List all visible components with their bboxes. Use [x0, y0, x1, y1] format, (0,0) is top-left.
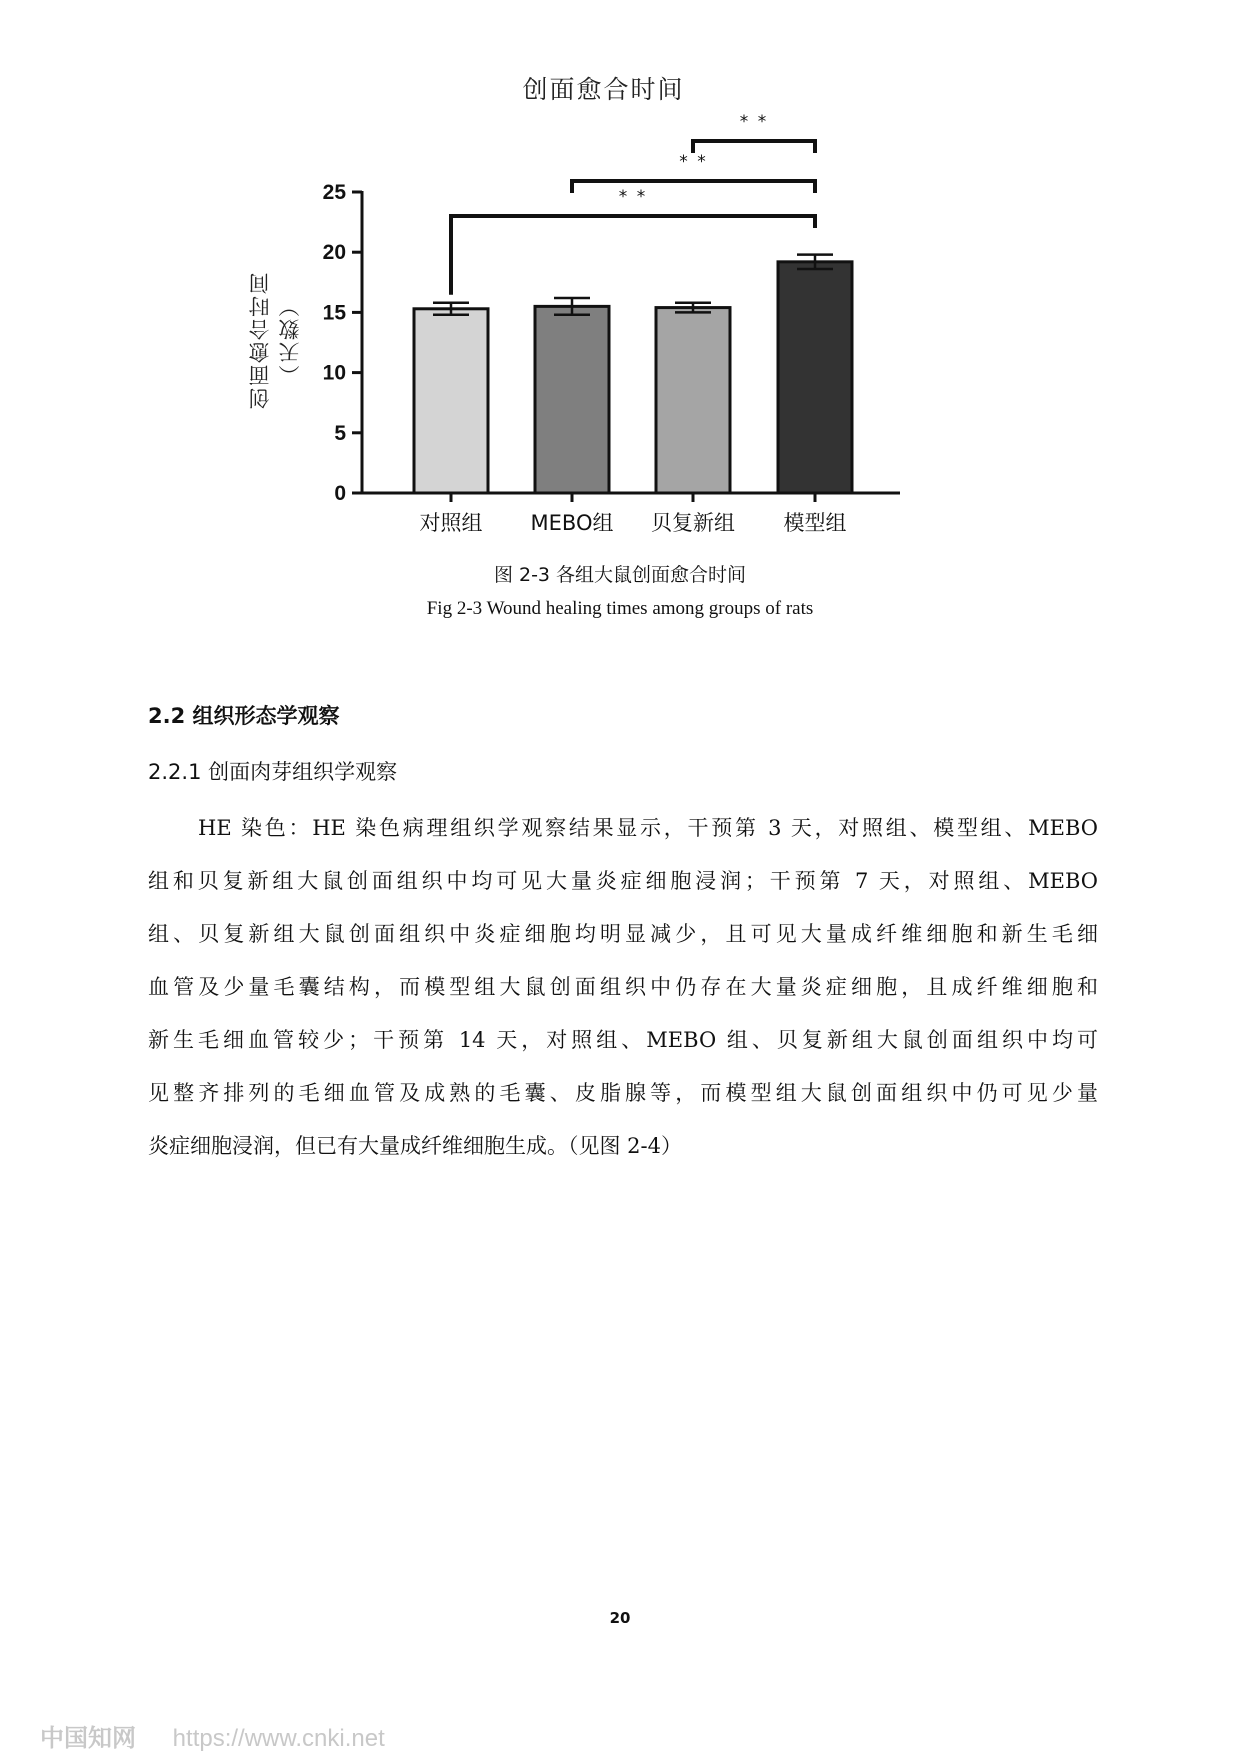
y-tick-label: 20 — [322, 241, 346, 265]
significance-label: * * — [618, 187, 648, 207]
y-axis-label — [248, 250, 302, 430]
x-tick-label: MEBO组 — [530, 511, 614, 535]
bar — [414, 309, 488, 493]
watermark — [40, 1718, 385, 1753]
y-tick-label: 5 — [334, 421, 346, 445]
body-paragraph — [148, 802, 1098, 1173]
y-tick-label: 0 — [334, 482, 346, 505]
y-tick-label: 25 — [322, 181, 346, 204]
paragraph-line: 组、贝复新组大鼠创面组织中炎症细胞均明显减少，且可见大量成纤维细胞和新生毛细 — [148, 922, 1098, 946]
figure-caption-cn: 图 2-3 各组大鼠创面愈合时间 — [493, 564, 747, 586]
y-tick-label: 15 — [322, 301, 346, 325]
bar-chart — [0, 0, 1240, 560]
paragraph-line: 组和贝复新组大鼠创面组织中均可见大量炎症细胞浸润；干预第 7 天，对照组、MEBO — [148, 869, 1098, 893]
x-tick-label: 模型组 — [783, 511, 847, 535]
paragraph-line: 血管及少量毛囊结构，而模型组大鼠创面组织中仍存在大量炎症细胞，且成纤维细胞和 — [148, 975, 1098, 999]
watermark-logo: 中国知网 — [40, 1725, 136, 1752]
paragraph-line: HE 染色：HE 染色病理组织学观察结果显示，干预第 3 天，对照组、模型组、MEBO — [198, 816, 1098, 840]
x-tick-label: 贝复新组 — [651, 511, 735, 535]
significance-label: * * — [679, 152, 708, 172]
bar — [778, 262, 852, 493]
paragraph-line: 新生毛细血管较少；干预第 14 天，对照组、MEBO 组、贝复新组大鼠创面组织中均可 — [148, 1028, 1098, 1052]
paragraph-line: 炎症细胞浸润，但已有大量成纤维细胞生成。（见图 2-4） — [148, 1134, 682, 1158]
y-axis-label-line1: 创面愈合时间 — [248, 271, 272, 409]
section-heading: 2.2 组织形态学观察 — [148, 704, 340, 728]
chart-title: 创面愈合时间 — [522, 75, 685, 104]
significance-label: * * — [739, 112, 769, 132]
watermark-url: https://www.cnki.net — [172, 1725, 385, 1752]
paragraph-line: 见整齐排列的毛细血管及成熟的毛囊、皮脂腺等，而模型组大鼠创面组织中仍可见少量 — [148, 1081, 1098, 1105]
y-axis-label-line2: （天数） — [278, 294, 302, 386]
figure-caption-en: Fig 2-3 Wound healing times among groups of rats — [426, 598, 814, 619]
x-tick-label: 对照组 — [419, 511, 483, 535]
bar — [535, 306, 609, 493]
subsection-heading: 2.2.1 创面肉芽组织学观察 — [148, 760, 398, 784]
bar — [656, 308, 730, 493]
page-number: 20 — [609, 1609, 631, 1627]
y-tick-label: 10 — [322, 361, 346, 385]
